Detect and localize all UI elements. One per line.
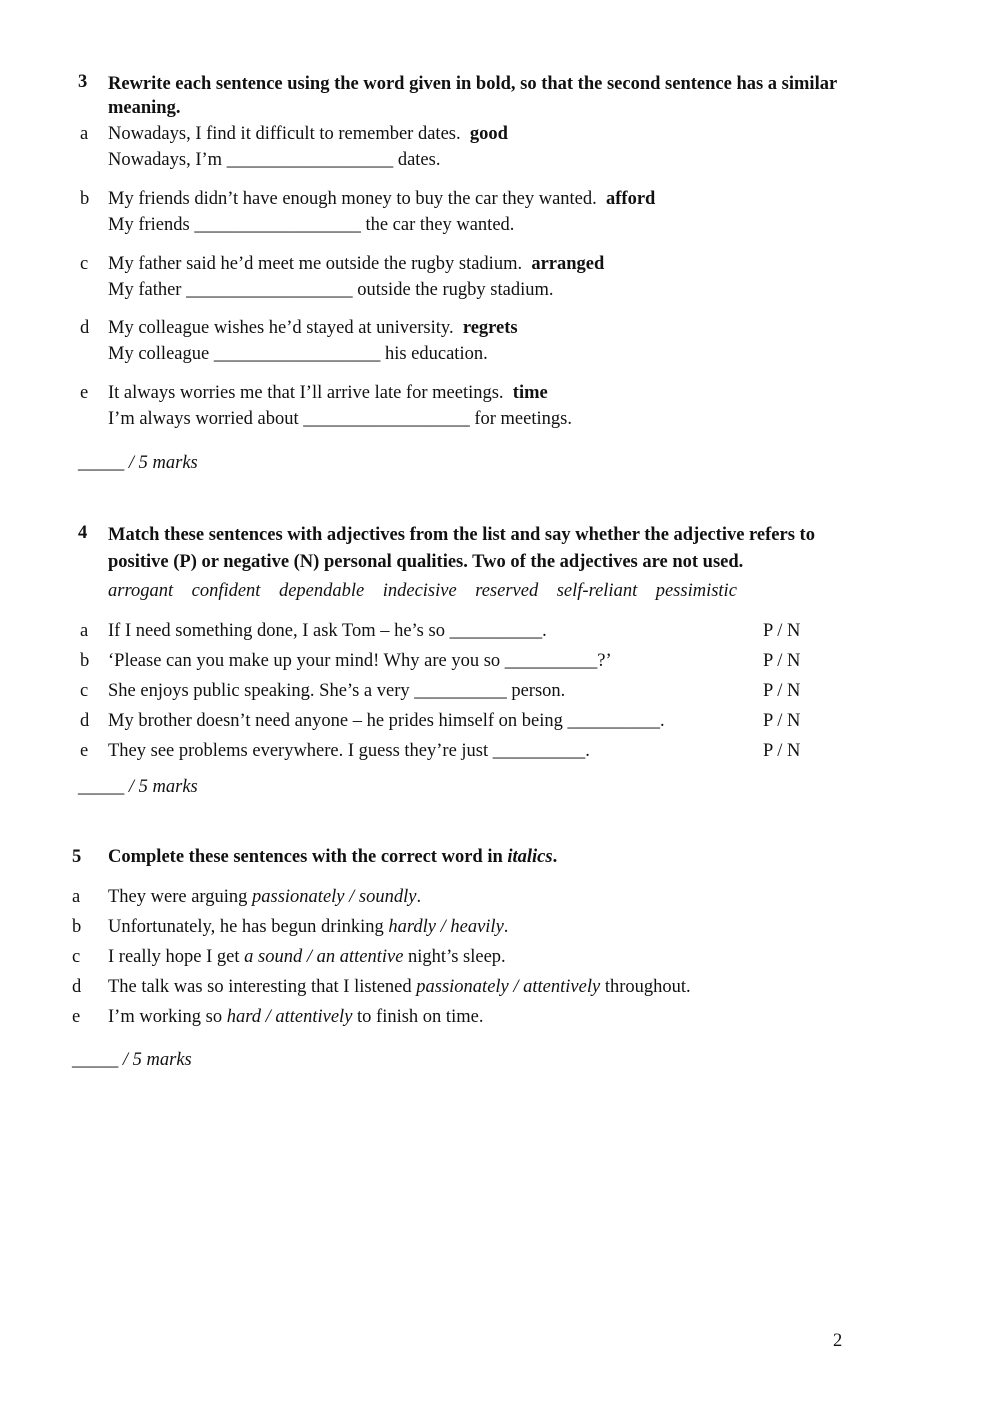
word-options[interactable]: passionately / attentively <box>416 977 601 997</box>
item-letter: c <box>72 947 81 967</box>
question-title: Match these sentences with adjectives from the list and say whether the adjective refers to <box>108 525 815 545</box>
match-sentence: My brother doesn’t need anyone – he prides himself on being __________. <box>108 711 665 731</box>
item-letter: d <box>72 977 82 997</box>
marks-line: _____ / 5 marks <box>78 453 198 473</box>
adjective: reserved <box>475 581 539 601</box>
match-sentence: ‘Please can you make up your mind! Why are you so __________?’ <box>108 651 612 671</box>
question-title-cont: positive (P) or negative (N) personal qualities. Two of the adjectives are not used. <box>108 552 744 572</box>
question-number: 4 <box>78 523 88 543</box>
original-sentence: Nowadays, I find it difficult to remember dates. good <box>108 124 508 144</box>
choice-sentence: The talk was so interesting that I listened passionately / attentively throughout. <box>108 977 691 997</box>
question-number: 5 <box>72 847 82 867</box>
match-sentence: If I need something done, I ask Tom – he’s so __________. <box>108 621 547 641</box>
score-blank[interactable]: _____ <box>78 777 125 797</box>
item-letter: b <box>80 651 90 671</box>
key-word: arranged <box>531 254 605 274</box>
choice-sentence: I’m working so hard / attentively to finish on time. <box>108 1007 484 1027</box>
score-blank[interactable]: _____ <box>78 453 125 473</box>
answer-blank[interactable]: __________________ <box>186 280 353 300</box>
rewrite-line: My father __________________ outside the rugby stadium. <box>108 280 554 300</box>
key-word: good <box>469 124 508 144</box>
word-options[interactable]: passionately / soundly <box>252 887 417 907</box>
adjective: pessimistic <box>655 581 737 601</box>
item-letter: b <box>80 189 90 209</box>
item-letter: a <box>72 887 81 907</box>
word-options[interactable]: a sound / an attentive <box>244 947 404 967</box>
item-letter: b <box>72 917 82 937</box>
adjective-list <box>108 581 737 602</box>
rewrite-line: Nowadays, I’m __________________ dates. <box>108 150 441 170</box>
question-title: Rewrite each sentence using the word given in bold, so that the second sentence has a similar <box>108 74 838 94</box>
item-letter: d <box>80 318 90 338</box>
adjective: arrogant <box>108 581 174 601</box>
question-number: 3 <box>78 72 88 92</box>
word-options[interactable]: hardly / heavily <box>388 917 504 937</box>
match-sentence: They see problems everywhere. I guess they’re just __________. <box>108 741 590 761</box>
choice-sentence: They were arguing passionately / soundly. <box>108 887 422 907</box>
answer-blank[interactable]: __________________ <box>213 344 381 364</box>
rewrite-line: My colleague __________________ his education. <box>108 344 488 364</box>
adjective: self-reliant <box>556 581 638 601</box>
item-letter: a <box>80 124 89 144</box>
original-sentence: My colleague wishes he’d stayed at university. regrets <box>108 318 518 338</box>
question-title-cont: meaning. <box>108 98 181 118</box>
key-word: time <box>512 383 548 403</box>
word-options[interactable]: hard / attentively <box>226 1007 353 1027</box>
key-word: regrets <box>462 318 518 338</box>
item-letter: e <box>72 1007 81 1027</box>
question-title: Complete these sentences with the correct word in italics. <box>108 847 558 867</box>
adjective: indecisive <box>382 581 457 601</box>
item-letter: d <box>80 711 90 731</box>
page-number: 2 <box>833 1331 843 1351</box>
marks-line: _____ / 5 marks <box>78 777 198 797</box>
original-sentence: My father said he’d meet me outside the rugby stadium. arranged <box>108 254 605 274</box>
adjective: confident <box>191 581 261 601</box>
item-letter: c <box>80 681 89 701</box>
original-sentence: My friends didn’t have enough money to buy the car they wanted. afford <box>108 189 656 209</box>
item-letter: e <box>80 383 89 403</box>
rewrite-line: I’m always worried about __________________ for meetings. <box>108 409 572 429</box>
pn-choice[interactable]: P / N <box>763 651 801 671</box>
score-blank[interactable]: _____ <box>72 1050 119 1070</box>
match-sentence: She enjoys public speaking. She’s a very __________ person. <box>108 681 566 701</box>
answer-blank[interactable]: __________________ <box>303 409 470 429</box>
choice-sentence: I really hope I get a sound / an attentive night’s sleep. <box>108 947 506 967</box>
item-letter: e <box>80 741 89 761</box>
marks-line: _____ / 5 marks <box>72 1050 192 1070</box>
pn-choice[interactable]: P / N <box>763 681 801 701</box>
pn-choice[interactable]: P / N <box>763 621 801 641</box>
answer-blank[interactable]: __________________ <box>194 215 361 235</box>
answer-blank[interactable]: __________________ <box>226 150 394 170</box>
rewrite-line: My friends __________________ the car they wanted. <box>108 215 515 235</box>
item-letter: c <box>80 254 89 274</box>
pn-choice[interactable]: P / N <box>763 741 801 761</box>
item-letter: a <box>80 621 89 641</box>
pn-choice[interactable]: P / N <box>763 711 801 731</box>
original-sentence: It always worries me that I’ll arrive late for meetings. time <box>108 383 548 403</box>
key-word: afford <box>606 189 656 209</box>
choice-sentence: Unfortunately, he has begun drinking hardly / heavily. <box>108 917 509 937</box>
adjective: dependable <box>278 581 365 601</box>
